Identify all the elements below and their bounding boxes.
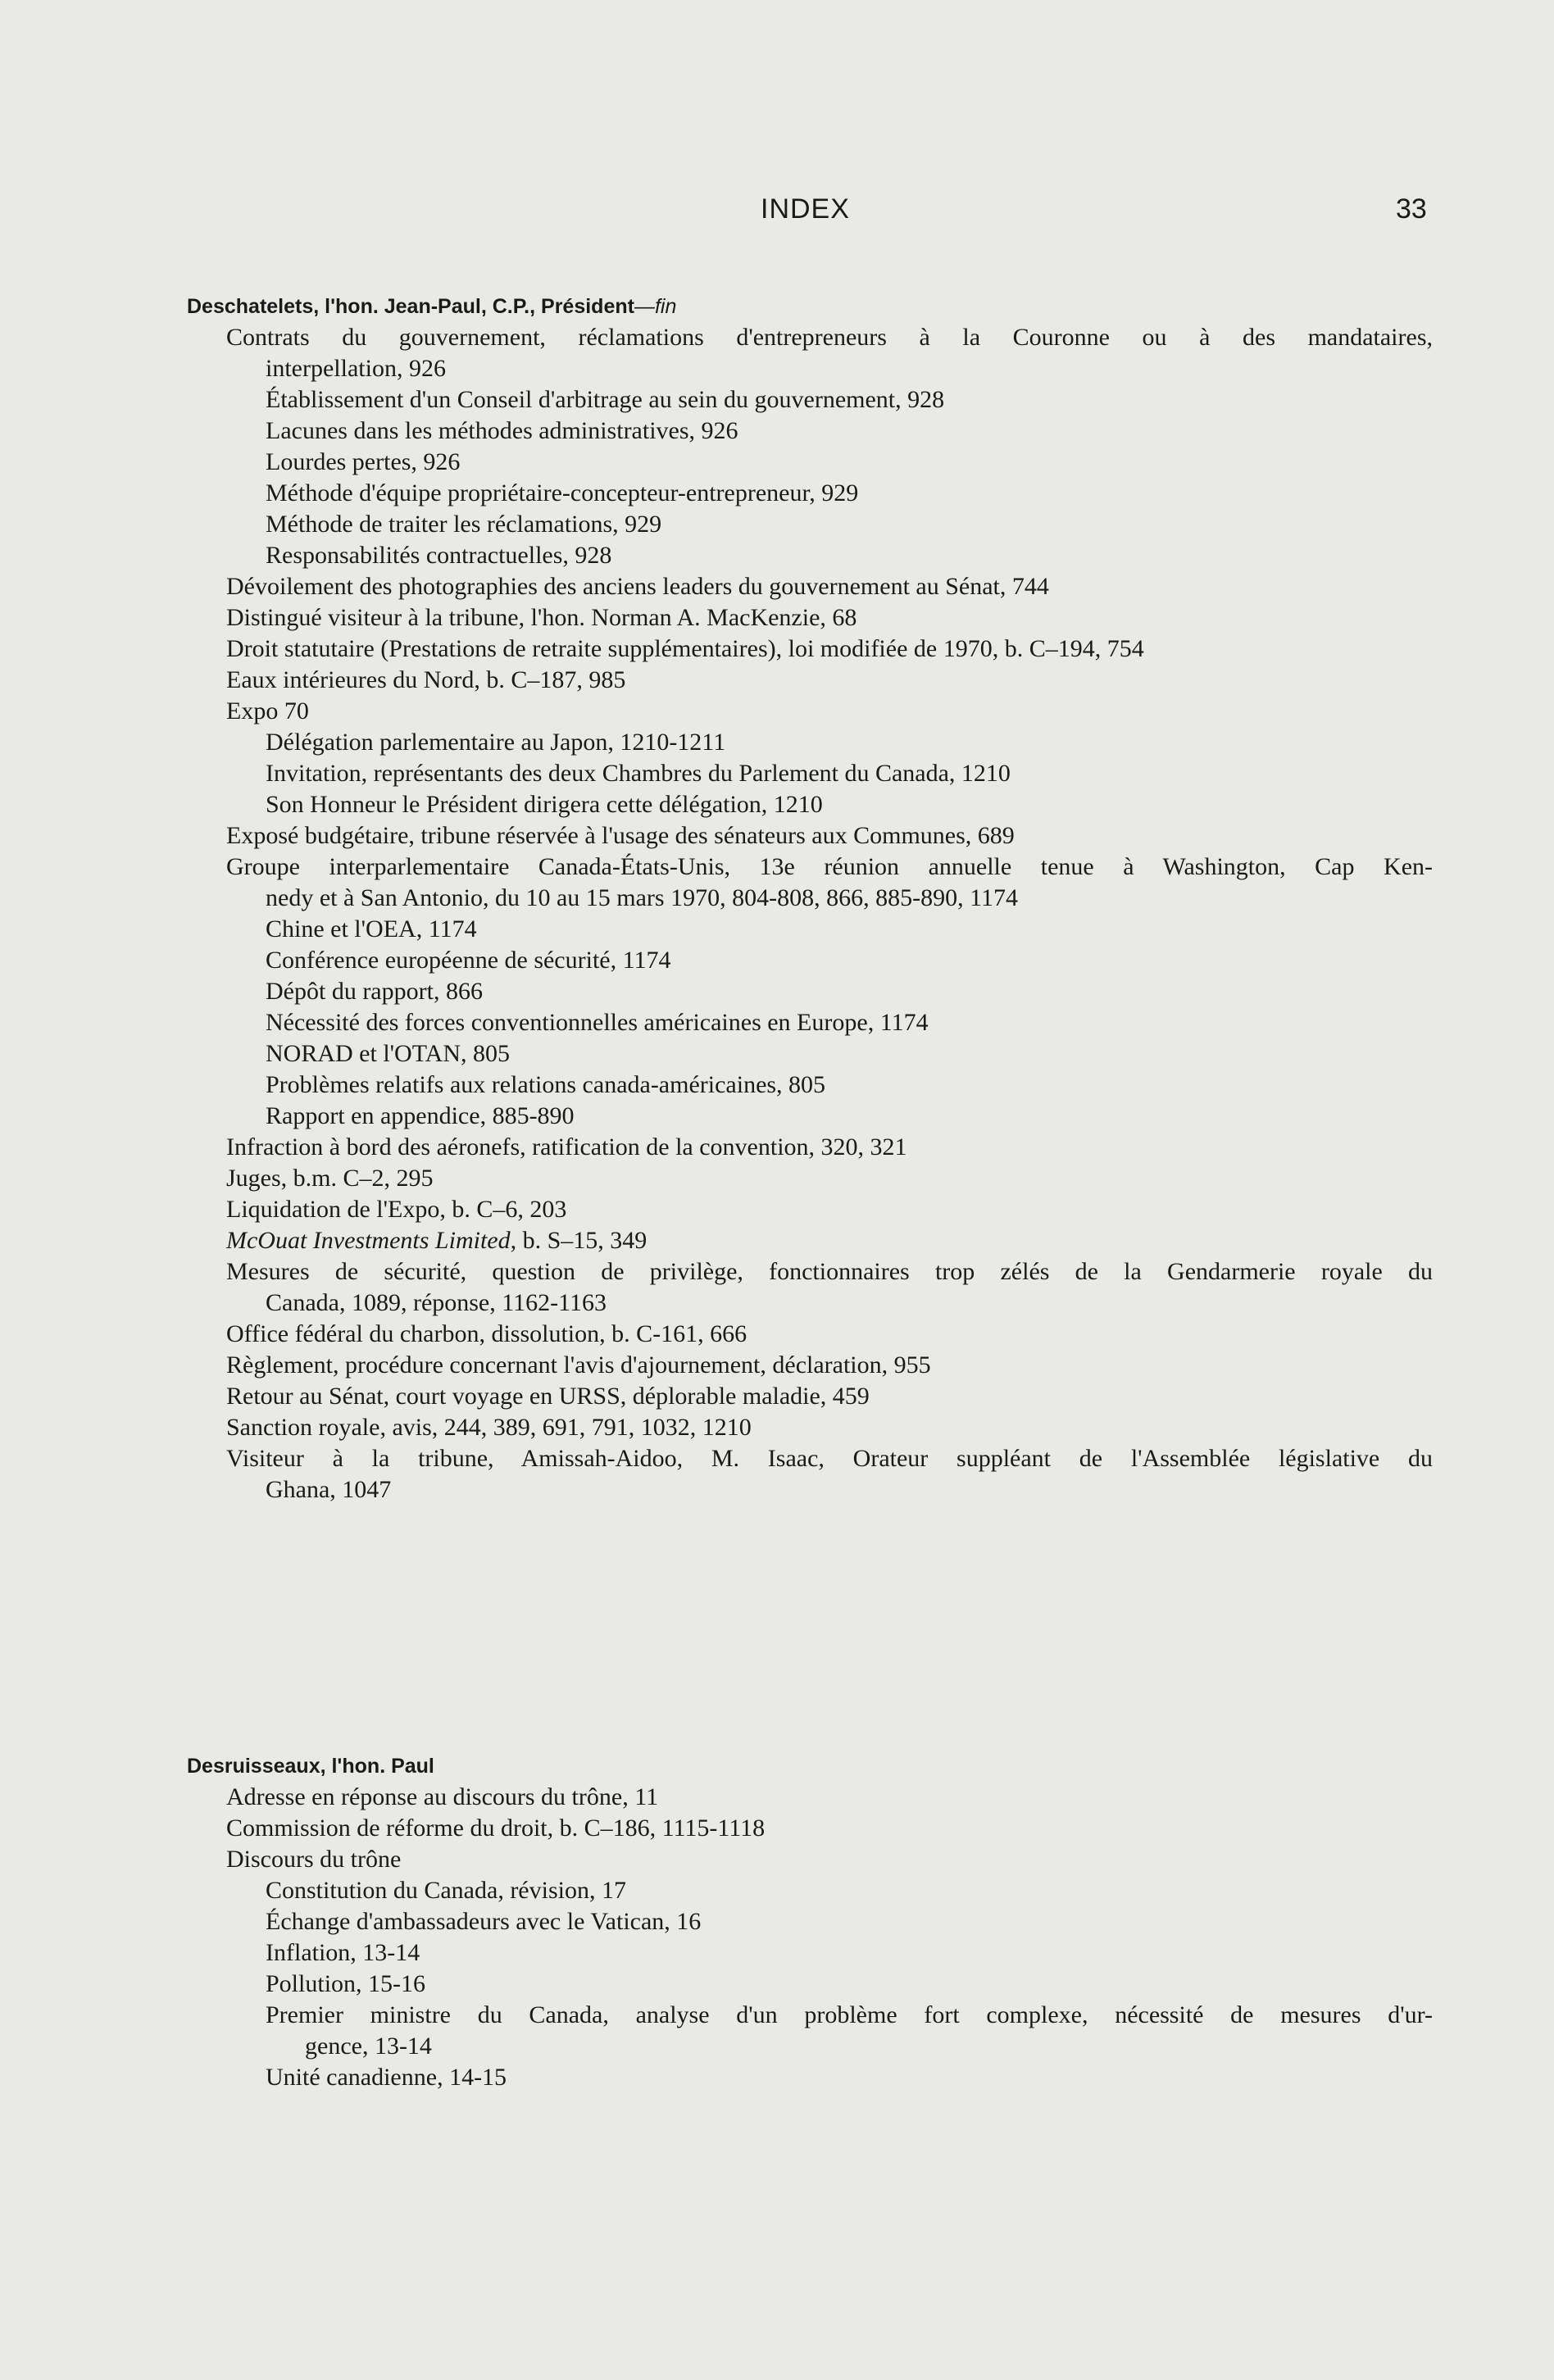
index-subentry: Pollution, 15-16	[266, 1970, 426, 1997]
index-subject-line: Droit statutaire (Prestations de retraite supplémentaires), loi modifiée de 1970, b. C–194, 754	[226, 635, 1144, 662]
page-number: 33	[1396, 193, 1427, 225]
index-subject-line: Ghana, 1047	[266, 1476, 392, 1503]
italic-title: McOuat Investments Limited	[226, 1227, 511, 1254]
index-subentry: Délégation parlementaire au Japon, 1210-1211	[266, 729, 726, 756]
index-subentry: Nécessité des forces conventionnelles américaines en Europe, 1174	[266, 1009, 929, 1036]
index-subject-line: Sanction royale, avis, 244, 389, 691, 791, 1032, 1210	[226, 1414, 752, 1441]
index-subject-line: Règlement, procédure concernant l'avis d'ajournement, déclaration, 955	[226, 1351, 931, 1378]
page-title: INDEX	[761, 193, 850, 225]
index-subject-line: Juges, b.m. C–2, 295	[226, 1165, 434, 1192]
index-subentry: Invitation, représentants des deux Chambres du Parlement du Canada, 1210	[266, 760, 1011, 787]
index-subentry: Lacunes dans les méthodes administratives, 926	[266, 417, 738, 444]
index-subentry: Responsabilités contractuelles, 928	[266, 542, 612, 569]
index-subentry: Premier ministre du Canada, analyse d'un problème fort complexe, nécessité de mesures d'ur-	[266, 2001, 1433, 2028]
index-subentry: Constitution du Canada, révision, 17	[266, 1877, 626, 1904]
index-subject-line: Adresse en réponse au discours du trône, 11	[226, 1783, 659, 1810]
index-subentry: Inflation, 13-14	[266, 1939, 420, 1966]
index-entry-desruisseaux	[187, 1751, 1433, 2093]
index-subentry: Établissement d'un Conseil d'arbitrage au sein du gouvernement, 928	[266, 386, 945, 413]
entry-heading	[187, 1751, 1433, 1782]
index-subject-line: Liquidation de l'Expo, b. C–6, 203	[226, 1196, 567, 1223]
entry-heading	[187, 291, 1433, 322]
index-subject-line: Infraction à bord des aéronefs, ratification de la convention, 320, 321	[226, 1133, 907, 1160]
index-subject-line: Discours du trône	[226, 1846, 402, 1873]
index-subject-line: Dévoilement des photographies des anciens leaders du gouvernement au Sénat, 744	[226, 573, 1049, 600]
entry-heading-name: Deschatelets, l'hon. Jean-Paul, C.P., Président	[187, 295, 634, 318]
index-subject-line: Canada, 1089, réponse, 1162-1163	[266, 1289, 607, 1316]
index-subject-line: McOuat Investments Limited, b. S–15, 349	[226, 1227, 648, 1254]
index-subentry: Conférence européenne de sécurité, 1174	[266, 947, 671, 974]
index-entry-deschatelets	[187, 291, 1433, 1506]
entry-heading-name: Desruisseaux, l'hon. Paul	[187, 1755, 434, 1778]
index-subject-line: Eaux intérieures du Nord, b. C–187, 985	[226, 666, 626, 693]
index-subject-line: Distingué visiteur à la tribune, l'hon. Norman A. MacKenzie, 68	[226, 604, 857, 631]
index-subject-line: Commission de réforme du droit, b. C–186, 1115-1118	[226, 1815, 766, 1842]
index-subentry: Méthode de traiter les réclamations, 929	[266, 511, 662, 538]
index-subentry: Unité canadienne, 14-15	[266, 2064, 507, 2091]
index-subentry: NORAD et l'OTAN, 805	[266, 1040, 510, 1067]
index-subentry: Dépôt du rapport, 866	[266, 978, 483, 1005]
index-subject-line: Office fédéral du charbon, dissolution, b. C-161, 666	[226, 1320, 747, 1347]
index-subentry: Chine et l'OEA, 1174	[266, 915, 477, 942]
index-subject-line: Contrats du gouvernement, réclamations d'entrepreneurs à la Couronne ou à des mandataires,	[226, 324, 1433, 351]
index-subentry: Rapport en appendice, 885-890	[266, 1102, 575, 1129]
index-subject-line: Retour au Sénat, court voyage en URSS, déplorable maladie, 459	[226, 1383, 870, 1410]
index-subject-line: Mesures de sécurité, question de privilège, fonctionnaires trop zélés de la Gendarmerie royale du	[226, 1258, 1433, 1285]
index-subentry: Échange d'ambassadeurs avec le Vatican, 16	[266, 1908, 702, 1935]
index-subject-line: Exposé budgétaire, tribune réservée à l'usage des sénateurs aux Communes, 689	[226, 822, 1015, 849]
index-subject-line: Expo 70	[226, 697, 309, 724]
index-subject-line: nedy et à San Antonio, du 10 au 15 mars 1970, 804-808, 866, 885-890, 1174	[266, 884, 1018, 911]
index-subject-line: interpellation, 926	[266, 355, 446, 382]
index-subentry: gence, 13-14	[305, 2033, 432, 2060]
index-subject-line: Visiteur à la tribune, Amissah-Aidoo, M. Isaac, Orateur suppléant de l'Assemblée législative du	[226, 1445, 1433, 1472]
index-subentry: Méthode d'équipe propriétaire-concepteur-entrepreneur, 929	[266, 479, 859, 506]
page-header	[0, 187, 1554, 236]
index-subject-line: Groupe interparlementaire Canada-États-Unis, 13e réunion annuelle tenue à Washington, Cap Ken-	[226, 853, 1433, 880]
index-subentry: Problèmes relatifs aux relations canada-américaines, 805	[266, 1071, 826, 1098]
index-subentry: Lourdes pertes, 926	[266, 448, 461, 475]
entry-heading-suffix: —fin	[634, 295, 677, 318]
index-subentry: Son Honneur le Président dirigera cette délégation, 1210	[266, 791, 823, 818]
